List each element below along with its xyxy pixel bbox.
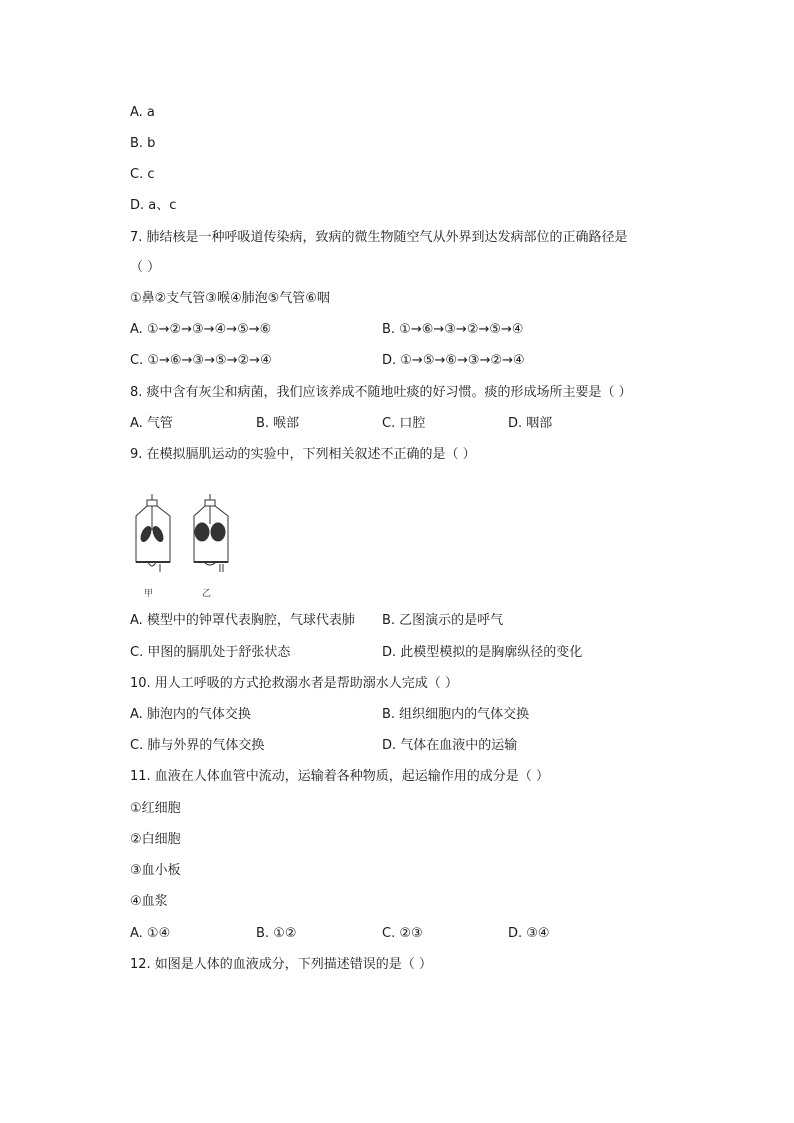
q7-items: ①鼻②支气管③喉④肺泡⑤气管⑥咽 — [130, 291, 330, 306]
q8-option-b[interactable]: B. 喉部 — [256, 416, 300, 431]
prev-option-b[interactable]: B. b — [130, 136, 156, 151]
q9-option-b[interactable]: B. 乙图演示的是呼气 — [382, 613, 504, 628]
q11-item-4: ④血浆 — [130, 894, 168, 909]
diaphragm-model-figure — [128, 494, 238, 604]
bell-jar-models — [128, 494, 238, 574]
q11-item-3: ③血小板 — [130, 863, 181, 878]
prev-option-c[interactable]: C. c — [130, 167, 155, 182]
q11-option-d[interactable]: D. ③④ — [508, 926, 550, 941]
bell-jar-jia — [136, 494, 170, 572]
q11-item-1: ①红细胞 — [130, 801, 181, 816]
figure-label-jia: 甲 — [144, 589, 154, 599]
q11-option-a[interactable]: A. ①④ — [130, 926, 171, 941]
q11-item-2: ②白细胞 — [130, 832, 181, 847]
q11-stem: 11. 血液在人体血管中流动，运输着各种物质，起运输作用的成分是（ ） — [130, 769, 549, 784]
q9-option-a[interactable]: A. 模型中的钟罩代表胸腔，气球代表肺 — [130, 613, 355, 628]
prev-option-a[interactable]: A. a — [130, 105, 155, 120]
prev-option-d[interactable]: D. a、c — [130, 198, 177, 213]
q10-option-a[interactable]: A. 肺泡内的气体交换 — [130, 707, 251, 722]
q7-stem: 7. 肺结核是一种呼吸道传染病，致病的微生物随空气从外界到达发病部位的正确路径是 — [130, 230, 628, 245]
q7-option-d[interactable]: D. ①→⑤→⑥→③→②→④ — [382, 353, 525, 368]
q8-option-a[interactable]: A. 气管 — [130, 416, 173, 431]
q8-option-c[interactable]: C. 口腔 — [382, 416, 426, 431]
q9-option-c[interactable]: C. 甲图的膈肌处于舒张状态 — [130, 645, 291, 660]
q7-option-a[interactable]: A. ①→②→③→④→⑤→⑥ — [130, 322, 272, 337]
q10-option-b[interactable]: B. 组织细胞内的气体交换 — [382, 707, 530, 722]
q10-option-d[interactable]: D. 气体在血液中的运输 — [382, 738, 518, 753]
q8-stem: 8. 痰中含有灰尘和病菌，我们应该养成不随地吐痰的好习惯。痰的形成场所主要是（ ） — [130, 385, 632, 400]
q7-answer-paren: （ ） — [130, 260, 161, 275]
q8-option-d[interactable]: D. 咽部 — [508, 416, 553, 431]
q9-stem: 9. 在模拟膈肌运动的实验中，下列相关叙述不正确的是（ ） — [130, 447, 476, 462]
q7-option-c[interactable]: C. ①→⑥→③→⑤→②→④ — [130, 353, 272, 368]
figure-label-yi: 乙 — [202, 589, 212, 599]
bell-jar-yi — [194, 494, 228, 572]
q10-stem: 10. 用人工呼吸的方式抢救溺水者是帮助溺水人完成（ ） — [130, 676, 458, 691]
q9-option-d[interactable]: D. 此模型模拟的是胸廓纵径的变化 — [382, 645, 583, 660]
q12-stem: 12. 如图是人体的血液成分，下列描述错误的是（ ） — [130, 957, 432, 972]
q7-option-b[interactable]: B. ①→⑥→③→②→⑤→④ — [382, 322, 524, 337]
q10-option-c[interactable]: C. 肺与外界的气体交换 — [130, 738, 265, 753]
q11-option-b[interactable]: B. ①② — [256, 926, 297, 941]
q11-option-c[interactable]: C. ②③ — [382, 926, 423, 941]
